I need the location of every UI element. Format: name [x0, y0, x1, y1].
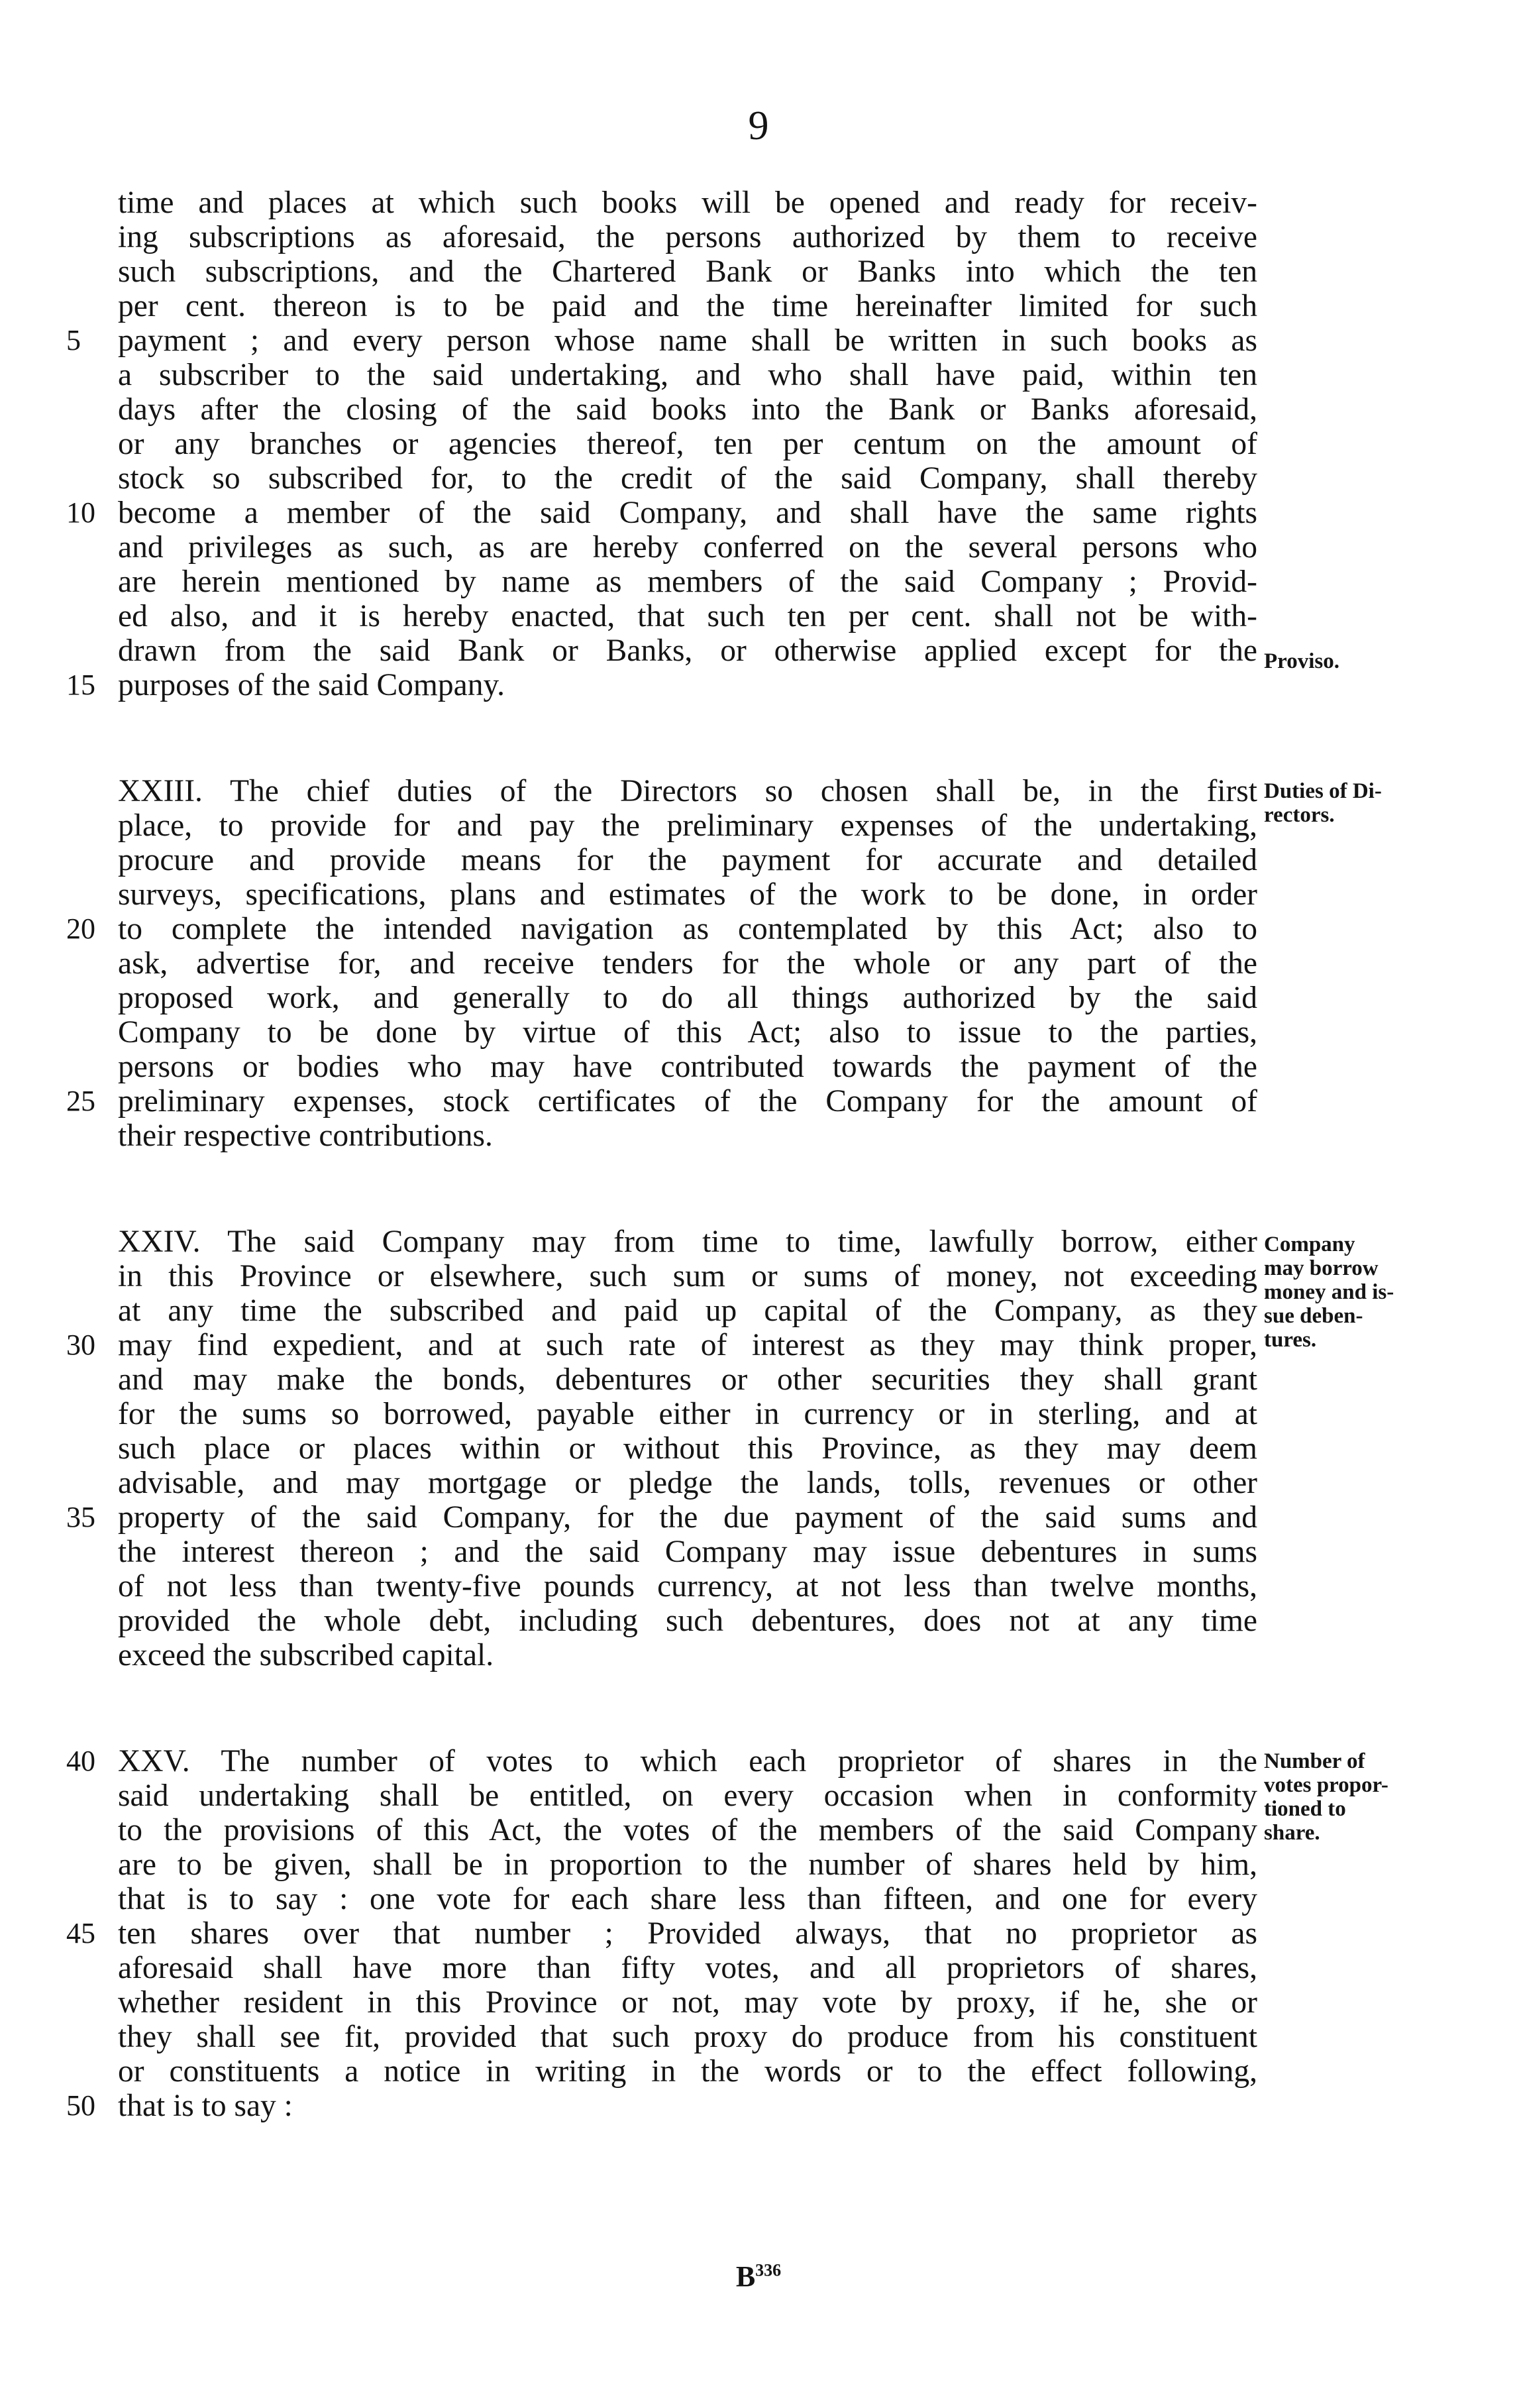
side-note-line: rectors. — [1264, 803, 1335, 827]
text-line: provided the whole debt, including such debentures, does not at any time — [118, 1604, 1257, 1638]
text-line: drawn from the said Bank or Banks, or otherwise applied except for the — [118, 633, 1257, 668]
text-line: such subscriptions, and the Chartered Bank or Banks into which the ten — [118, 254, 1257, 289]
text-line: ing subscriptions as aforesaid, the persons authorized by them to receive — [118, 220, 1257, 254]
side-note-line: votes propor- — [1264, 1773, 1388, 1797]
text-line: the interest thereon ; and the said Company may issue debentures in sums — [118, 1535, 1257, 1569]
text-line: property of the said Company, for the due payment of the said sums and — [118, 1500, 1257, 1535]
text-line: stock so subscribed for, to the credit of the said Company, shall thereby — [118, 461, 1257, 496]
side-note — [1264, 779, 1463, 827]
text-line: they shall see fit, provided that such proxy do produce from his constituent — [118, 2020, 1257, 2054]
text-line: a subscriber to the said undertaking, and who shall have paid, within ten — [118, 358, 1257, 392]
text-line: days after the closing of the said books into the Bank or Banks aforesaid, — [118, 392, 1257, 427]
text-line: in this Province or elsewhere, such sum or sums of money, not exceeding — [118, 1259, 1257, 1293]
text-line: and privileges as such, as are hereby conferred on the several persons who — [118, 530, 1257, 565]
text-line: or any branches or agencies thereof, ten per centum on the amount of — [118, 427, 1257, 461]
text-line: become a member of the said Company, and shall have the same rights — [118, 496, 1257, 530]
side-note — [1264, 649, 1463, 673]
line-number: 45 — [66, 1917, 95, 1949]
side-note-line: sue deben- — [1264, 1304, 1363, 1328]
text-line: Company to be done by virtue of this Act; also to issue to the parties, — [118, 1015, 1257, 1050]
text-line: procure and provide means for the payment for accurate and detailed — [118, 843, 1257, 877]
text-line: surveys, specifications, plans and estimates of the work to be done, in order — [118, 877, 1257, 912]
signature-number: 336 — [755, 2260, 782, 2280]
side-note-line: may borrow — [1264, 1256, 1379, 1280]
text-line: for the sums so borrowed, payable either in currency or in sterling, and at — [118, 1397, 1257, 1431]
side-note-line: Company — [1264, 1232, 1355, 1256]
text-line: place, to provide for and pay the preliminary expenses of the undertaking, — [118, 808, 1257, 843]
side-note — [1264, 1749, 1463, 1845]
side-note-line: Duties of Di- — [1264, 779, 1382, 803]
side-note-line: Number of — [1264, 1749, 1365, 1773]
text-line: their respective contributions. — [118, 1119, 493, 1153]
side-note — [1264, 1232, 1463, 1352]
line-number: 35 — [66, 1501, 95, 1533]
side-note-line: money and is- — [1264, 1280, 1394, 1304]
text-line: of not less than twenty-five pounds currency, at not less than twelve months, — [118, 1569, 1257, 1604]
text-line: XXIII. The chief duties of the Directors so chosen shall be, in the first — [118, 774, 1257, 808]
text-line: and may make the bonds, debentures or other securities they shall grant — [118, 1362, 1257, 1397]
text-line: XXIV. The said Company may from time to time, lawfully borrow, either — [118, 1225, 1257, 1259]
text-line: XXV. The number of votes to which each proprietor of shares in the — [118, 1744, 1257, 1779]
page-number: 9 — [748, 103, 769, 148]
text-line: ten shares over that number ; Provided always, that no proprietor as — [118, 1916, 1257, 1951]
text-line: ask, advertise for, and receive tenders for the whole or any part of the — [118, 946, 1257, 981]
line-number: 50 — [66, 2089, 95, 2122]
text-line: exceed the subscribed capital. — [118, 1638, 494, 1672]
text-line: advisable, and may mortgage or pledge the lands, tolls, revenues or other — [118, 1466, 1257, 1500]
side-note-line: tures. — [1264, 1328, 1317, 1352]
text-line: such place or places within or without this Province, as they may deem — [118, 1431, 1257, 1466]
line-number: 15 — [66, 669, 95, 701]
text-line: that is to say : — [118, 2089, 293, 2123]
line-number: 5 — [66, 324, 81, 356]
text-line: that is to say : one vote for each share less than fifteen, and one for every — [118, 1882, 1257, 1916]
signature-letter: B — [735, 2260, 756, 2293]
text-line: whether resident in this Province or not, may vote by proxy, if he, she or — [118, 1985, 1257, 2020]
text-line: preliminary expenses, stock certificates of the Company for the amount of — [118, 1084, 1257, 1119]
text-line: or constituents a notice in writing in the words or to the effect following, — [118, 2054, 1257, 2089]
text-line: per cent. thereon is to be paid and the time hereinafter limited for such — [118, 289, 1257, 323]
text-line: at any time the subscribed and paid up capital of the Company, as they — [118, 1293, 1257, 1328]
line-number: 30 — [66, 1329, 95, 1361]
text-line: aforesaid shall have more than fifty votes, and all proprietors of shares, — [118, 1951, 1257, 1985]
text-line: may find expedient, and at such rate of interest as they may think proper, — [118, 1328, 1257, 1362]
side-note-line: tioned to — [1264, 1797, 1346, 1821]
line-number: 25 — [66, 1085, 95, 1117]
side-note-line: share. — [1264, 1821, 1320, 1845]
line-number: 40 — [66, 1745, 95, 1777]
text-line: time and places at which such books will be opened and ready for receiv- — [118, 186, 1257, 220]
text-line: persons or bodies who may have contributed towards the payment of the — [118, 1050, 1257, 1084]
side-note-line: Proviso. — [1264, 649, 1339, 673]
printer-signature-mark — [0, 2260, 1517, 2293]
line-number: 10 — [66, 496, 95, 529]
text-line: proposed work, and generally to do all things authorized by the said — [118, 981, 1257, 1015]
text-line: are to be given, shall be in proportion to the number of shares held by him, — [118, 1847, 1257, 1882]
text-line: to the provisions of this Act, the votes of the members of the said Company — [118, 1813, 1257, 1847]
text-line: are herein mentioned by name as members of the said Company ; Provid- — [118, 565, 1257, 599]
text-line: ed also, and it is hereby enacted, that such ten per cent. shall not be with- — [118, 599, 1257, 633]
text-line: payment ; and every person whose name shall be written in such books as — [118, 323, 1257, 358]
text-line: said undertaking shall be entitled, on every occasion when in conformity — [118, 1779, 1257, 1813]
line-number: 20 — [66, 912, 95, 945]
text-line: to complete the intended navigation as contemplated by this Act; also to — [118, 912, 1257, 946]
text-line: purposes of the said Company. — [118, 668, 505, 702]
